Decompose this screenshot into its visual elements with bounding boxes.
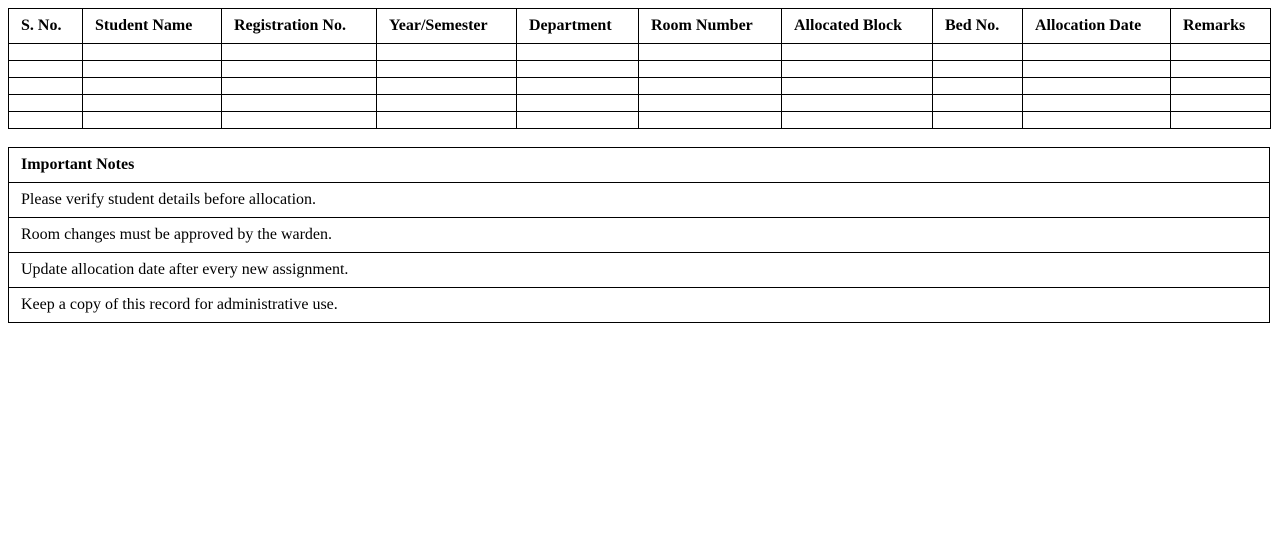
table-cell (1171, 44, 1271, 61)
column-header-department: Department (517, 9, 639, 44)
column-header-allocated-block: Allocated Block (782, 9, 933, 44)
note-text: Room changes must be approved by the warden. (9, 218, 1270, 253)
table-cell (517, 78, 639, 95)
table-cell (1023, 61, 1171, 78)
table-row (9, 78, 1271, 95)
table-cell (1171, 61, 1271, 78)
table-cell (1023, 78, 1171, 95)
table-cell (1023, 95, 1171, 112)
table-cell (1171, 112, 1271, 129)
list-item (9, 183, 1270, 218)
table-cell (517, 112, 639, 129)
column-header-room-number: Room Number (639, 9, 782, 44)
column-header-registration-no: Registration No. (222, 9, 377, 44)
table-cell (933, 112, 1023, 129)
table-cell (639, 95, 782, 112)
table-cell (1023, 112, 1171, 129)
column-header-s-no: S. No. (9, 9, 83, 44)
table-cell (782, 112, 933, 129)
table-cell (933, 95, 1023, 112)
table-cell (377, 95, 517, 112)
table-cell (639, 78, 782, 95)
table-cell (222, 78, 377, 95)
table-cell (933, 61, 1023, 78)
table-cell (1171, 95, 1271, 112)
table-cell (517, 95, 639, 112)
table-cell (782, 44, 933, 61)
table-cell (83, 61, 222, 78)
table-cell (222, 112, 377, 129)
table-cell (9, 61, 83, 78)
column-header-student-name: Student Name (83, 9, 222, 44)
note-text: Keep a copy of this record for administrative use. (9, 288, 1270, 323)
list-item (9, 288, 1270, 323)
table-cell (933, 44, 1023, 61)
table-row (9, 95, 1271, 112)
table-row (9, 44, 1271, 61)
column-header-bed-no: Bed No. (933, 9, 1023, 44)
notes-title: Important Notes (9, 148, 1270, 183)
table-cell (83, 95, 222, 112)
table-cell (222, 95, 377, 112)
column-header-year-semester: Year/Semester (377, 9, 517, 44)
table-cell (222, 44, 377, 61)
table-cell (639, 44, 782, 61)
table-header-row (9, 9, 1271, 44)
table-cell (222, 61, 377, 78)
table-cell (1023, 44, 1171, 61)
important-notes-table (8, 147, 1270, 323)
table-cell (782, 78, 933, 95)
table-cell (639, 61, 782, 78)
table-cell (83, 44, 222, 61)
column-header-allocation-date: Allocation Date (1023, 9, 1171, 44)
table-cell (377, 78, 517, 95)
note-text: Update allocation date after every new assignment. (9, 253, 1270, 288)
table-cell (9, 78, 83, 95)
table-cell (83, 78, 222, 95)
table-cell (517, 61, 639, 78)
table-cell (639, 112, 782, 129)
table-cell (1171, 78, 1271, 95)
note-text: Please verify student details before allocation. (9, 183, 1270, 218)
table-row (9, 112, 1271, 129)
column-header-remarks: Remarks (1171, 9, 1271, 44)
table-cell (9, 112, 83, 129)
table-cell (377, 44, 517, 61)
list-item (9, 253, 1270, 288)
table-cell (83, 112, 222, 129)
table-cell (517, 44, 639, 61)
table-cell (933, 78, 1023, 95)
table-cell (782, 95, 933, 112)
allocation-records-table (8, 8, 1271, 129)
table-cell (377, 112, 517, 129)
notes-title-row (9, 148, 1270, 183)
table-cell (9, 44, 83, 61)
table-row (9, 61, 1271, 78)
table-cell (377, 61, 517, 78)
table-cell (782, 61, 933, 78)
list-item (9, 218, 1270, 253)
table-cell (9, 95, 83, 112)
